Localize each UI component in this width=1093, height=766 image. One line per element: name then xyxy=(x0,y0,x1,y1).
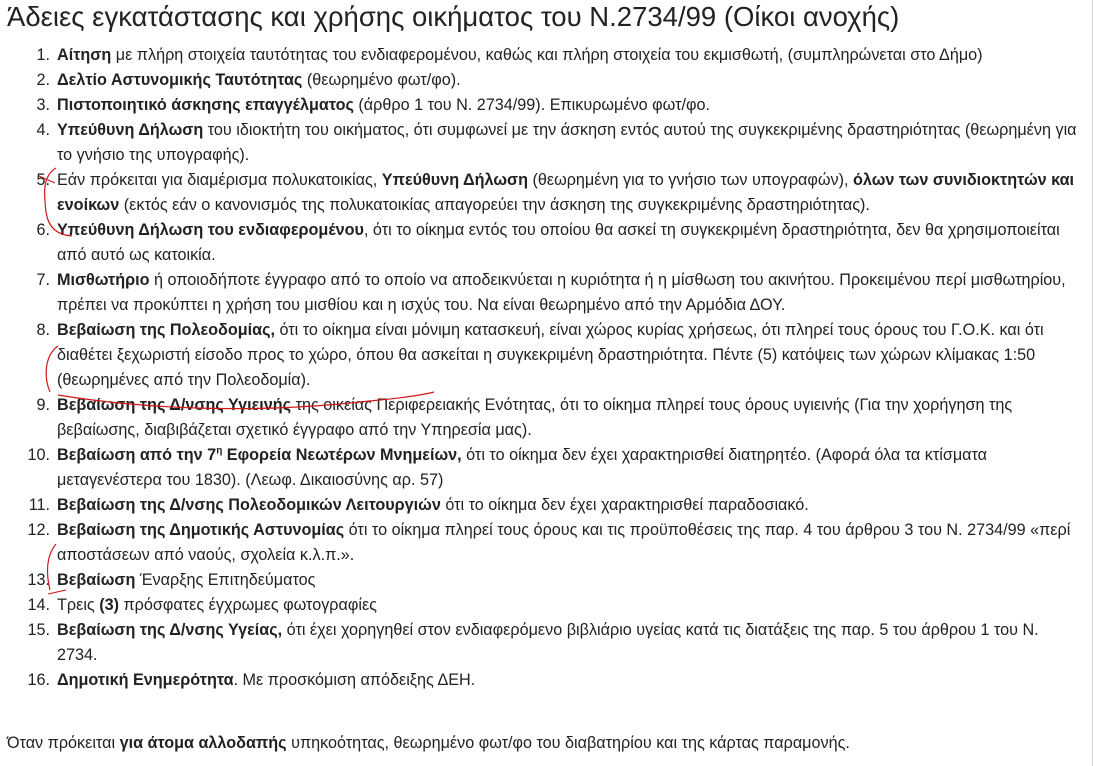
item-number: 14. xyxy=(27,596,50,614)
item-bold: όλων των συνιδιοκτητών και ενοίκων xyxy=(57,171,1075,214)
item-number: 9. xyxy=(36,396,50,414)
item-number: 12. xyxy=(27,521,50,539)
item-bold: Αίτηση xyxy=(57,46,112,64)
item-bold: Βεβαίωση της Δ/νσης Υγείας, xyxy=(57,621,283,639)
list-item-14 xyxy=(0,593,1080,618)
item-bold: Υπεύθυνη Δήλωση xyxy=(381,171,528,189)
item-text: ότι το οίκημα δεν έχει χαρακτηρισθεί διατηρητέο. (Αφορά όλα τα κτίσματα μεταγενέστερα του 1830). (Λεωφ. Δικαιοσύνης αρ. 57) xyxy=(57,446,988,489)
list-item-12 xyxy=(0,518,1080,568)
item-text: Έναρξης Επιτηδεύματος xyxy=(135,571,316,589)
item-number: 4. xyxy=(36,121,50,139)
item-text: ότι το οίκημα δεν έχει χαρακτηρισθεί παραδοσιακό. xyxy=(440,496,809,514)
item-number: 5. xyxy=(36,171,50,189)
page-title: Άδειες εγκατάστασης και χρήσης οικήματος του Ν.2734/99 (Οίκοι ανοχής) xyxy=(7,1,900,32)
list-item-11 xyxy=(0,493,1080,518)
item-text: πρόσφατες έγχρωμες φωτογραφίες xyxy=(119,596,377,614)
item-text: ότι έχει χορηγηθεί στον ενδιαφερόμενο βιβλιάριο υγείας κατά τις διατάξεις της παρ. 5 του άρθρου 1 του Ν. 2734. xyxy=(57,621,1039,664)
superscript: η xyxy=(216,445,223,457)
item-number: 3. xyxy=(36,96,50,114)
item-number: 2. xyxy=(36,71,50,89)
item-text: ότι το οίκημα πληρεί τους όρους και τις προϋποθέσεις της παρ. 4 του άρθρου 3 του Ν. 2734/99 «περί αποστάσεων από ναούς, σχολεία κ.λ.π.». xyxy=(57,521,1071,564)
item-number: 1. xyxy=(36,46,50,64)
item-bold: Βεβαίωση της Πολεοδομίας, xyxy=(57,321,275,339)
list-item-16 xyxy=(0,668,1080,693)
list-item-2 xyxy=(0,68,1080,93)
list-item-7 xyxy=(0,268,1080,318)
list-item-4 xyxy=(0,118,1080,168)
item-bold: (3) xyxy=(99,596,120,614)
item-number: 13. xyxy=(27,571,50,589)
footer-text: Όταν πρόκειται xyxy=(7,734,120,752)
item-number: 7. xyxy=(36,271,50,289)
item-number: 15. xyxy=(27,621,50,639)
item-text: ότι το οίκημα είναι μόνιμη κατασκευή, είναι χώρος κυρίας χρήσεως, ότι πληρεί τους όρους του Γ.Ο.Κ. και ότι διαθέτει ξεχωριστή είσοδο προς το χώρο, όπου θα ασκείται η συγκεκριμένη δραστηριότητα. Πέντε (5) κατόψεις των χώρων κλίμακας 1:50 (θεωρημένες από την Πολεοδομία). xyxy=(57,321,1044,389)
item-bold: Βεβαίωση xyxy=(57,571,136,589)
item-bold-part: Εφορεία Νεωτέρων Μνημείων, xyxy=(222,446,462,464)
item-text: (θεωρημένο φωτ/φο). xyxy=(302,71,461,89)
footer-text: υπηκοότητας, θεωρημένο φωτ/φο του διαβατηρίου και της κάρτας παραμονής. xyxy=(286,734,850,752)
footer-bold: για άτομα αλλοδαπής xyxy=(119,734,287,752)
item-bold: Υπεύθυνη Δήλωση του ενδιαφερομένου xyxy=(57,221,364,239)
list-item-10 xyxy=(0,443,1080,493)
item-number: 10. xyxy=(27,446,50,464)
list-item-5 xyxy=(0,168,1080,218)
item-bold: Βεβαίωση της Δημοτικής Αστυνομίας xyxy=(57,521,345,539)
item-bold xyxy=(57,446,462,464)
item-number: 11. xyxy=(28,496,50,514)
list-item-9 xyxy=(0,393,1080,443)
item-number: 8. xyxy=(36,321,50,339)
list-item-1 xyxy=(0,43,1080,68)
item-text: (εκτός εάν ο κανονισμός της πολυκατοικίας απαγορεύει την άσκηση της συγκεκριμένης δραστηριότητας). xyxy=(119,196,870,214)
item-bold: Δελτίο Αστυνομικής Ταυτότητας xyxy=(57,71,303,89)
list-item-3 xyxy=(0,93,1080,118)
item-text: , ότι το οίκημα εντός του οποίου θα ασκεί τη συγκεκριμένη δραστηριότητα, δεν θα χρησιμοποιείται από αυτό ως κατοικία. xyxy=(57,221,1060,264)
item-text: του ιδιοκτήτη του οικήματος, ότι συμφωνεί με την άσκηση εντός αυτού της συγκεκριμένης δραστηριότητας (θεωρημένη για το γνήσιο της υπογραφής). xyxy=(57,121,1077,164)
item-bold: Πιστοποιητικό άσκησης επαγγέλματος xyxy=(57,96,354,114)
item-bold: Βεβαίωση της Δ/νσης Υγιεινής xyxy=(57,396,292,414)
item-text: (άρθρο 1 του Ν. 2734/99). Επικυρωμένο φωτ/φο. xyxy=(353,96,710,114)
document-list xyxy=(0,43,1080,693)
item-text: με πλήρη στοιχεία ταυτότητας του ενδιαφερομένου, καθώς και πλήρη στοιχεία του εκμισθωτή, (συμπληρώνεται στο Δήμο) xyxy=(111,46,983,64)
item-bold: Βεβαίωση της Δ/νσης Πολεοδομικών Λειτουργιών xyxy=(57,496,441,514)
item-number: 16. xyxy=(27,671,50,689)
item-text: Εάν πρόκειται για διαμέρισμα πολυκατοικίας, xyxy=(57,171,382,189)
item-bold: Δημοτική Ενημερότητα xyxy=(57,671,234,689)
list-item-6 xyxy=(0,218,1080,268)
item-text: ή οποιοδήποτε έγγραφο από το οποίο να αποδεικνύεται η κυριότητα ή η μίσθωση του ακινήτου. Προκειμένου περί μισθωτηρίου, πρέπει να προκύπτει η χρήση του μισθίου και η ισχύς του. Να είναι θεωρημένο από την Αρμόδια ΔΟΥ. xyxy=(57,271,1066,314)
item-text: Τρεις xyxy=(57,596,100,614)
item-number: 6. xyxy=(36,221,50,239)
item-bold-part: Βεβαίωση από την 7 xyxy=(57,446,217,464)
item-text: της οικείας Περιφερειακής Ενότητας, ότι το οίκημα πληρεί τους όρους υγιεινής (Για την χορήγηση της βεβαίωσης, διαβιβάζεται σχετικό έγγραφο από την Υπηρεσία μας). xyxy=(57,396,1013,439)
item-bold: Μισθωτήριο xyxy=(57,271,150,289)
list-item-8 xyxy=(0,318,1080,393)
list-item-13 xyxy=(0,568,1080,593)
item-text: . Με προσκόμιση απόδειξης ΔΕΗ. xyxy=(233,671,476,689)
footer-note xyxy=(7,731,850,756)
item-bold: Υπεύθυνη Δήλωση xyxy=(57,121,204,139)
list-item-15 xyxy=(0,618,1080,668)
item-text: (θεωρημένη για το γνήσιο των υπογραφών), xyxy=(527,171,854,189)
